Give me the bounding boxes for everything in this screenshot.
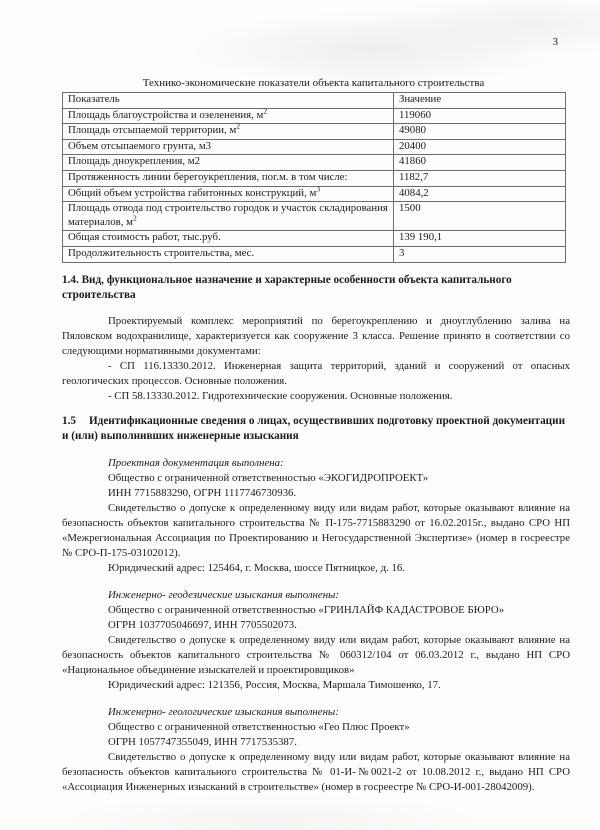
value-cell: 20400: [394, 139, 566, 155]
value-cell: 49080: [394, 124, 566, 140]
indicator-cell: [63, 231, 394, 247]
section-number: 1.5: [62, 414, 76, 427]
paragraph: Проектируемый комплекс мероприятий по берегоукреплению и дноуглублению залива на Пяловском водохранилище, характеризуется как сооружение 3 класса. Решение принято в соответствии со следующими нормативными документами:: [62, 314, 570, 357]
registration-numbers: ОГРН 1057747355049, ИНН 7717535387.: [108, 735, 297, 748]
table-row: [63, 124, 566, 140]
value-cell: 1182,7: [394, 170, 566, 186]
paragraph: - СП 58.13330.2012. Гидротехнические сооружения. Основные положения.: [108, 389, 453, 402]
value-cell: 41860: [394, 155, 566, 171]
unit-superscript: 2: [236, 121, 241, 131]
registration-numbers: ИНН 7715883290, ОГРН 1117746730936.: [108, 486, 297, 499]
page-number: 3: [552, 36, 558, 48]
indicator-label: Протяженность линии берегоукрепления, пог.м. в том числе:: [68, 170, 348, 183]
paragraph: - СП 116.13330.2012. Инженерная защита территорий, зданий и сооружений от опасных геологических процессов. Основные положения.: [62, 359, 570, 387]
indicator-label: Объем отсыпаемого грунта, м3: [68, 139, 212, 152]
table-row: [63, 108, 566, 124]
column-header-indicator: Показатель: [63, 93, 394, 109]
block-intro: Инженерно- геодезические изыскания выполнены:: [108, 588, 339, 601]
indicator-cell: [63, 108, 394, 124]
tec-indicators-table: [62, 92, 566, 263]
table-row: [63, 231, 566, 247]
certificate-paragraph: Свидетельство о допуске к определенному виду или видам работ, которые оказывают влияние на безопасность объектов капитального строительства № П-175-7715883290 от 16.02.2015г., выдано СРО НП «Межрегиональная Ассоциация по Проектированию и Негосударственной Экспертизе» (номер в госреестре № СРО-П-175-03102012).: [62, 501, 570, 559]
indicator-cell: [63, 155, 394, 171]
legal-address: Юридический адрес: 121356, Россия, Москва, Маршала Тимошенко, 17.: [108, 678, 441, 691]
indicator-cell: [63, 246, 394, 262]
indicator-cell: [63, 170, 394, 186]
block-intro: Инженерно- геологические изыскания выполнены:: [108, 705, 339, 718]
section-title: Идентификационные сведения о лицах, осуществивших подготовку проектной документации и (или) выполнивших инженерные изыскания: [62, 414, 566, 442]
table-row: [63, 186, 566, 202]
indicator-label: Общая стоимость работ, тыс.руб.: [68, 231, 221, 244]
unit-superscript: 2: [132, 213, 137, 223]
value-cell: 3: [394, 246, 566, 262]
legal-address: Юридический адрес: 125464, г. Москва, шоссе Пятницкое, д. 16.: [108, 561, 405, 574]
organization-name: Общество с ограниченной ответственностью «Гео Плюс Проект»: [108, 720, 410, 733]
unit-superscript: 2: [263, 106, 268, 115]
organization-name: Общество с ограниченной ответственностью «ЭКОГИДРОПРОЕКТ»: [108, 471, 429, 484]
column-header-value: Значение: [394, 93, 566, 109]
section-1-4-heading: 1.4. Вид, функциональное назначение и характерные особенности объекта капитального строительства: [62, 273, 512, 301]
indicator-label: Площадь благоустройства и озеленения, м: [68, 108, 264, 121]
value-cell: 139 190,1: [394, 231, 566, 247]
table-row: [63, 155, 566, 171]
indicator-label: Площадь отвода под строительство городок и участок складирования материалов, м: [68, 202, 388, 228]
certificate-paragraph: Свидетельство о допуске к определенному виду или видам работ, которые оказывают влияние на безопасность объектов капитального строительства № 01-И-№0021-2 от 10.08.2012 г., выдано НП СРО «Ассоциация Инженерных изысканий в строительстве» (номер в госреестре № СРО-И-001-28042009).: [62, 750, 570, 793]
table-row: [63, 139, 566, 155]
indicator-label: Продолжительность строительства, мес.: [68, 246, 255, 259]
certificate-paragraph: Свидетельство о допуске к определенному виду или видам работ, которые оказывают влияние на безопасность объектов капитального строительства № 060312/104 от 06.03.2012 г., выдано НП СРО «Национальное объединение изыскателей и проектировщиков»: [62, 633, 570, 676]
block-intro: Проектная документация выполнена:: [108, 456, 284, 469]
section-1-5-heading: [62, 414, 570, 444]
indicator-cell: [63, 202, 394, 231]
indicator-label: Площадь отсыпаемой территории, м: [68, 124, 237, 137]
unit-superscript: 3: [316, 183, 321, 193]
indicator-cell: [63, 183, 394, 202]
value-cell: 1500: [394, 202, 566, 231]
organization-name: Общество с ограниченной ответственностью «ГРИНЛАЙФ КАДАСТРОВОЕ БЮРО»: [108, 603, 505, 616]
table-row: [63, 170, 566, 186]
registration-numbers: ОГРН 1037705046697, ИНН 7705502073.: [108, 618, 297, 631]
value-cell: 4084,2: [394, 186, 566, 202]
table-row: [63, 202, 566, 231]
table-header-row: [63, 93, 566, 109]
table-row: [63, 246, 566, 262]
indicator-cell: [63, 139, 394, 155]
indicator-cell: [63, 121, 394, 140]
table-title: Технико-экономические показатели объекта капитального строительства: [142, 77, 485, 89]
indicator-label: Общий объем устройства габитонных конструкций, м: [68, 186, 317, 199]
value-cell: 119060: [394, 108, 566, 124]
indicator-label: Площадь дноукрепления, м2: [68, 155, 201, 168]
